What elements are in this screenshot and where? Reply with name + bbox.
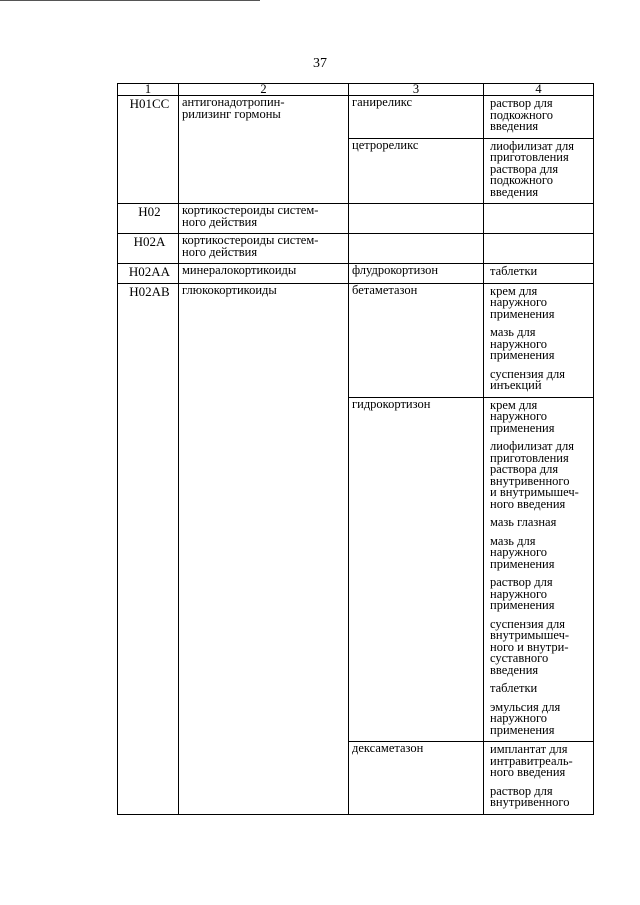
dosage-forms-cell: [484, 397, 594, 742]
atc-code-cell: H02: [118, 204, 179, 234]
dosage-form-item: эмульсия для наружного применения: [490, 699, 561, 737]
dosage-form-item: раствор для наружного применения: [490, 575, 555, 612]
atc-code-cell: H01CC: [118, 96, 179, 204]
dosage-forms-cell: [484, 204, 594, 234]
drug-name-cell: гидрокортизон: [349, 397, 484, 742]
drug-name-cell: ганиреликс: [349, 96, 484, 139]
dosage-form-item: суспензия для инъекций: [490, 366, 565, 392]
atc-code-cell: H02AB: [118, 283, 179, 814]
dosage-form-item: таблетки: [490, 681, 538, 695]
drug-name-cell: дексаметазон: [349, 742, 484, 815]
dosage-form-item: [487, 204, 593, 231]
drug-name-cell: флудрокортизон: [349, 264, 484, 284]
dosage-form-item: лиофилизат для приготовления раствора для подкожного введения: [490, 138, 574, 199]
dosage-forms-cell: [484, 742, 594, 815]
dosage-forms-cell: [484, 138, 594, 204]
anatomical-group-cell: кортикостероиды систем- ного действия: [179, 204, 349, 234]
header-cell: 2: [179, 84, 349, 96]
dosage-forms-cell: [484, 234, 594, 264]
dosage-form-item: раствор для подкожного введения: [490, 96, 553, 133]
atc-code-cell: H02A: [118, 234, 179, 264]
table-row: [118, 283, 594, 397]
dosage-form-item: мазь глазная: [490, 515, 557, 529]
dosage-form-item: суспензия для внутримышеч- ного и внутри- суставного введения: [490, 616, 570, 677]
table-row: [118, 234, 594, 264]
dosage-form-item: таблетки: [490, 264, 538, 278]
drug-name-cell: [349, 204, 484, 234]
header-cell: 3: [349, 84, 484, 96]
drug-name-cell: бетаметазон: [349, 283, 484, 397]
anatomical-group-cell: антигонадотропин- рилизинг гормоны: [179, 96, 349, 204]
dosage-forms-cell: [484, 96, 594, 139]
anatomical-group-cell: кортикостероиды систем- ного действия: [179, 234, 349, 264]
drug-table: [117, 83, 594, 815]
dosage-form-item: имплантат для интравитреаль- ного введения: [490, 742, 573, 779]
table-row: [118, 264, 594, 284]
drug-name-cell: [349, 234, 484, 264]
dosage-form-item: мазь для наружного применения: [490, 325, 555, 362]
dosage-forms-cell: [484, 264, 594, 284]
table-row: [118, 96, 594, 139]
anatomical-group-cell: минералокортикоиды: [179, 264, 349, 284]
drug-name-cell: цетрореликс: [349, 138, 484, 204]
dosage-form-item: крем для наружного применения: [490, 283, 555, 321]
dosage-forms-cell: [484, 283, 594, 397]
atc-code-cell: H02AA: [118, 264, 179, 284]
dosage-form-item: крем для наружного применения: [490, 397, 555, 435]
table-row: [118, 204, 594, 234]
dosage-form-item: мазь для наружного применения: [490, 533, 555, 571]
dosage-form-item: раствор для внутривенного: [490, 783, 570, 809]
dosage-form-item: [487, 234, 593, 261]
top-scan-strip: [0, 0, 260, 5]
table-header-row: [118, 84, 594, 96]
dosage-form-item: лиофилизат для приготовления раствора для внутривенного и внутримышеч- ного введения: [490, 439, 579, 511]
header-cell: 4: [484, 84, 594, 96]
page-number: 37: [313, 56, 327, 71]
anatomical-group-cell: глюкокортикоиды: [179, 283, 349, 814]
header-cell: 1: [118, 84, 179, 96]
